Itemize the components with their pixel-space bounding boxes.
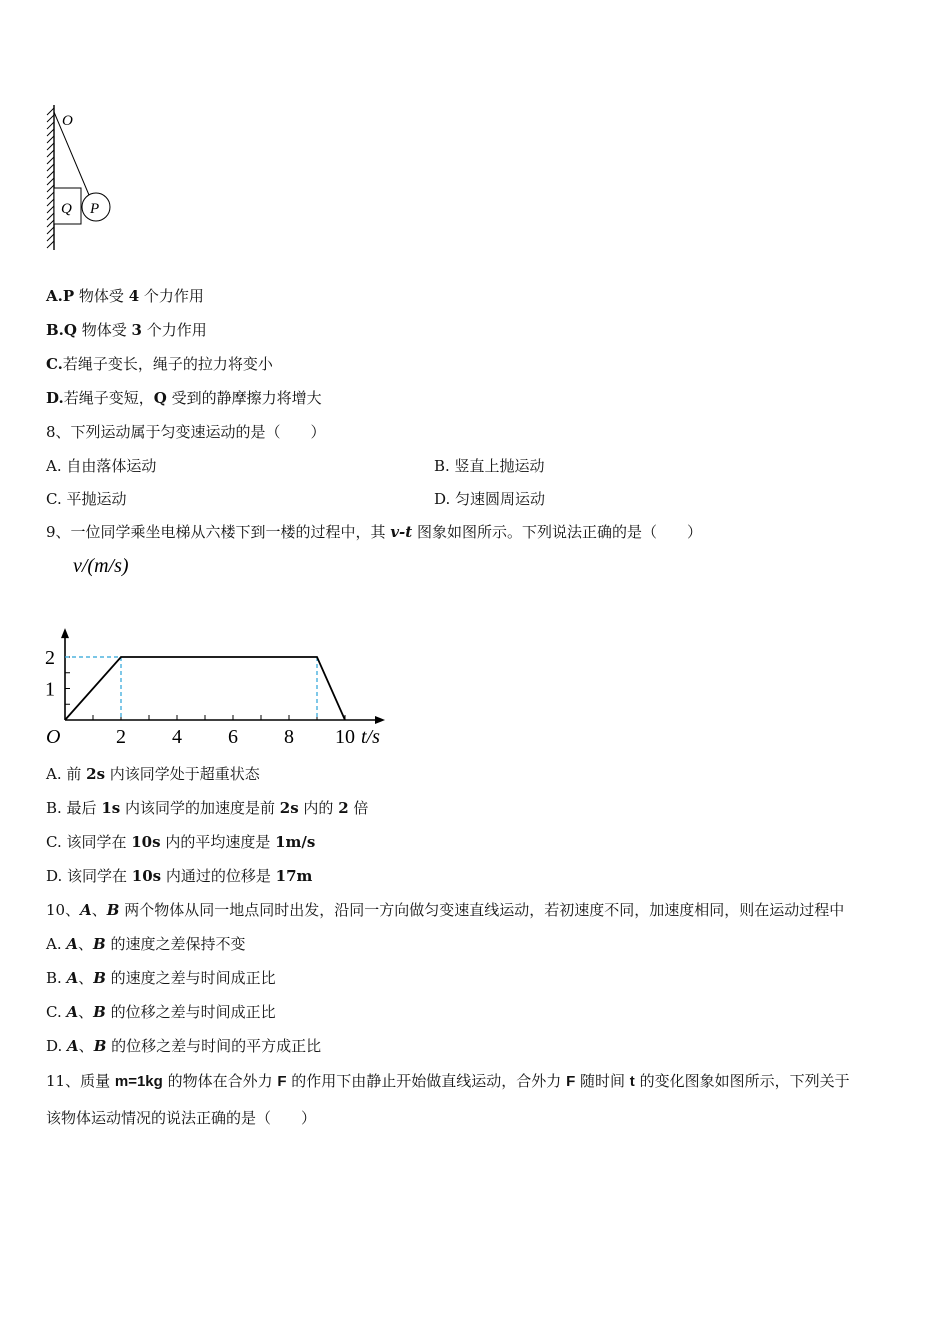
x-tick-label: 6: [228, 726, 238, 748]
q7-option-b: B.Q 物体受 3 个力作用: [46, 321, 207, 339]
q8-option-b: B. 竖直上抛运动: [434, 457, 545, 475]
q9-stem: 9、一位同学乘坐电梯从六楼下到一楼的过程中，其 v-t 图象如图所示。下列说法正确的是（ ）: [46, 523, 702, 541]
q8-stem: 8、下列运动属于匀变速运动的是（ ）: [46, 423, 326, 441]
y-axis-arrow: [61, 628, 69, 638]
x-tick-label: 4: [172, 726, 182, 748]
q7-option-a: A.P 物体受 4 个力作用: [46, 287, 204, 305]
q7-option-d: D.若绳子变短，Q 受到的静摩擦力将增大: [46, 389, 322, 407]
y-tick-label: 2: [45, 647, 55, 669]
q11-stem-line1: 11、质量 m=1kg 的物体在合外力 F 的作用下由静止开始做直线运动，合外力 F 随时间 t 的变化图象如图所示，下列关于: [46, 1072, 850, 1090]
x-tick-label: 2: [116, 726, 126, 748]
label-q: Q: [61, 201, 72, 217]
vt-chart: [40, 550, 400, 755]
q9-option-c: C. 该同学在 10s 内的平均速度是 1m/s: [46, 833, 316, 851]
q8-option-c: C. 平抛运动: [46, 490, 127, 508]
velocity-line: [65, 657, 345, 720]
q8-option-d: D. 匀速圆周运动: [434, 490, 546, 508]
x-axis-arrow: [375, 716, 385, 724]
q11-stem-line2: 该物体运动情况的说法正确的是（ ）: [46, 1109, 317, 1127]
q7-option-c: C.若绳子变长，绳子的拉力将变小: [46, 355, 273, 373]
y-tick-label: 1: [45, 678, 55, 701]
x-tick-label: 10: [335, 726, 355, 748]
label-o: O: [62, 113, 73, 129]
q10-option-a: A. A、B 的速度之差保持不变: [46, 935, 246, 953]
q9-option-b: B. 最后 1s 内该同学的加速度是前 2s 内的 2 倍: [46, 799, 369, 817]
q10-option-b: B. A、B 的速度之差与时间成正比: [46, 969, 276, 987]
q10-option-c: C. A、B 的位移之差与时间成正比: [46, 1003, 276, 1021]
q10-option-d: D. A、B 的位移之差与时间的平方成正比: [46, 1037, 322, 1055]
q9-option-d: D. 该同学在 10s 内通过的位移是 17m: [46, 867, 313, 885]
q10-stem: 10、A、B 两个物体从同一地点同时出发，沿同一方向做匀变速直线运动，若初速度不同，加速度相同，则在运动过程中: [46, 901, 845, 919]
wall-rope-diagram: [40, 100, 120, 255]
q9-option-a: A. 前 2s 内该同学处于超重状态: [46, 765, 260, 783]
x-tick-label: 8: [284, 726, 294, 748]
label-p: P: [90, 201, 100, 217]
origin-label: O: [46, 726, 61, 748]
q8-option-a: A. 自由落体运动: [46, 457, 157, 475]
y-axis-label: v/(m/s): [73, 555, 129, 577]
x-axis-label: t/s: [361, 726, 380, 748]
